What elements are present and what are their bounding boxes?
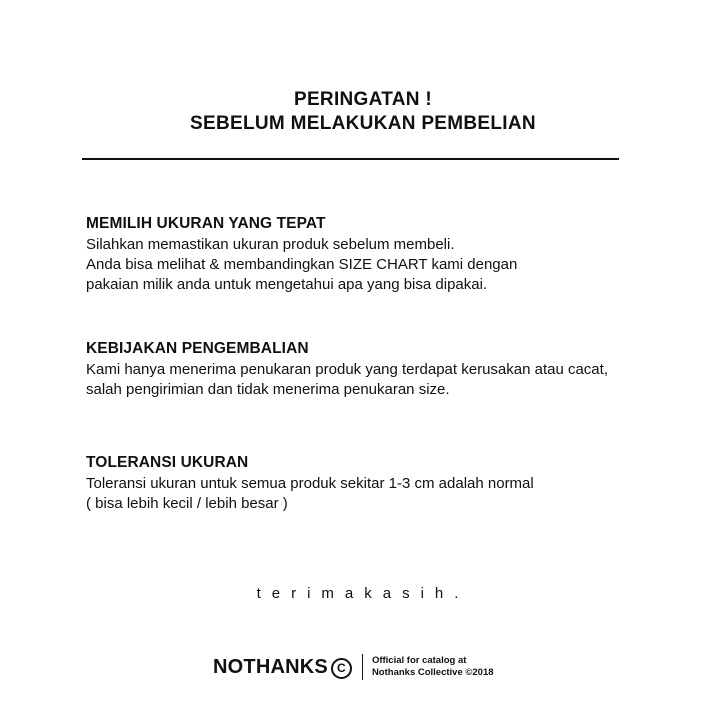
brand-name: NOTHANKS (213, 655, 328, 678)
section-return-policy (86, 338, 686, 400)
section-text-line: ( bisa lebih kecil / lebih besar ) (86, 495, 288, 512)
footer-note-line-1: Official for catalog at (371, 655, 467, 666)
title-line-2: SEBELUM MELAKUKAN PEMBELIAN (190, 113, 536, 134)
footer-note-line-2: Nothanks Collective ©2018 (371, 667, 494, 678)
section-heading: MEMILIH UKURAN YANG TEPAT (86, 215, 326, 232)
section-text-line: pakaian milik anda untuk mengetahui apa yang bisa dipakai. (86, 276, 488, 293)
section-text-line: Kami hanya menerima penukaran produk yang terdapat kerusakan atau cacat, (86, 361, 608, 378)
copyright-icon: C (331, 658, 352, 679)
closing-message: terimakasih. (256, 585, 470, 602)
section-size-tolerance (86, 452, 686, 514)
section-heading: KEBIJAKAN PENGEMBALIAN (86, 340, 309, 357)
section-text-line: Anda bisa melihat & membandingkan SIZE CHART kami dengan (86, 256, 518, 273)
footer-separator (362, 654, 363, 680)
section-text-line: salah pengirimian dan tidak menerima penukaran size. (86, 381, 450, 398)
section-text-line: Toleransi ukuran untuk semua produk sekitar 1-3 cm adalah normal (86, 475, 534, 492)
section-text-line: Silahkan memastikan ukuran produk sebelum membeli. (86, 236, 455, 253)
title-divider (82, 158, 619, 160)
footer-note (372, 655, 494, 679)
page-title (0, 88, 726, 136)
title-line-1: PERINGATAN ! (293, 89, 432, 110)
section-size-selection (86, 213, 686, 295)
brand-logo (213, 655, 352, 680)
section-heading: TOLERANSI UKURAN (86, 454, 249, 471)
footer (213, 652, 494, 682)
